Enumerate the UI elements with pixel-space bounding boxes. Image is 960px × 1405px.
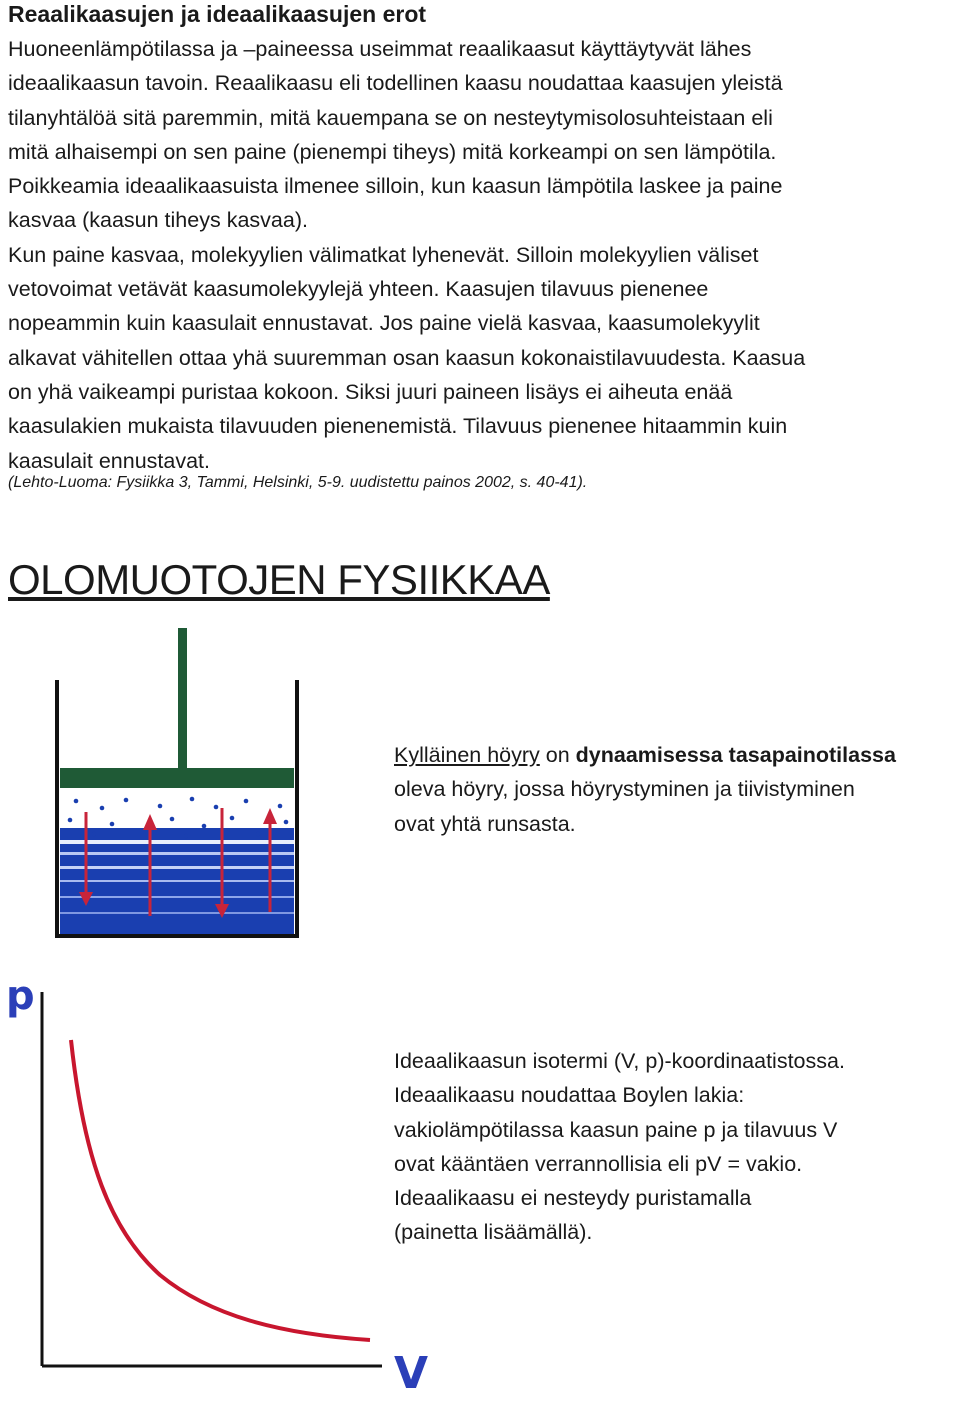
- piston-plate: [60, 768, 294, 788]
- caption-line: Ideaalikaasun isotermi (V, p)-koordinaatistossa.: [394, 1049, 845, 1073]
- saturated-vapor-caption: [394, 738, 960, 841]
- paragraph-line: vetovoimat vetävät kaasumolekyylejä yhteen. Kaasujen tilavuus pienenee: [8, 277, 709, 302]
- isotherm-graph: [42, 992, 382, 1366]
- caption-line: vakiolämpötilassa kaasun paine p ja tilavuus V: [394, 1117, 838, 1142]
- caption-line: ovat yhtä runsasta.: [394, 811, 576, 836]
- piston-cylinder-diagram: [57, 628, 297, 936]
- caption-connector: on: [539, 743, 576, 767]
- x-axis-label: V: [394, 1348, 429, 1399]
- caption-line: Ideaalikaasu ei nesteydy puristamalla: [394, 1186, 752, 1211]
- paragraph-line: nopeammin kuin kaasulait ennustavat. Jos paine vielä kasvaa, kaasumolekyylit: [8, 311, 760, 336]
- paragraph-line: mitä alhaisempi on sen paine (pienempi tiheys) mitä korkeampi on sen lämpötila.: [8, 139, 777, 164]
- paragraph-line: Poikkeamia ideaalikaasuista ilmenee silloin, kun kaasun lämpötila laskee ja paine: [8, 174, 783, 199]
- caption-line: Ideaalikaasu noudattaa Boylen lakia:: [394, 1083, 745, 1108]
- y-axis-label: p: [6, 973, 35, 1019]
- water-layer: [60, 828, 294, 934]
- paragraph-line: kaasulakien mukaista tilavuuden pienenemistä. Tilavuus pienenee hitaammin kuin: [8, 414, 788, 439]
- piston-rod: [178, 628, 187, 770]
- citation: (Lehto-Luoma: Fysiikka 3, Tammi, Helsinki, 5-9. uudistettu painos 2002, s. 40-41).: [8, 474, 588, 491]
- paragraph-line: Kun paine kasvaa, molekyylien välimatkat lyhenevät. Silloin molekyylien väliset: [8, 242, 759, 267]
- caption-line: ovat kääntäen verrannollisia eli pV = vakio.: [394, 1151, 803, 1176]
- term-dynamic-equilibrium: dynaamisessa tasapainotilassa: [575, 743, 896, 767]
- paragraph-line: kasvaa (kaasun tiheys kasvaa).: [8, 208, 308, 233]
- isotherm-curve: [71, 1040, 370, 1340]
- paragraph-line: alkavat vähitellen ottaa yhä suuremman osan kaasun kokonaistilavuudesta. Kaasua: [8, 345, 806, 370]
- document-heading: Reaalikaasujen ja ideaalikaasujen erot: [8, 1, 427, 27]
- paragraph-line: tilanyhtälöä sitä paremmin, mitä kauempana se on nesteytymisolosuhteistaan eli: [8, 105, 773, 130]
- isotherm-caption: [394, 1044, 950, 1250]
- term-saturated-vapor: Kylläinen höyry: [394, 743, 540, 767]
- caption-line: oleva höyry, jossa höyrystyminen ja tiivistyminen: [394, 777, 855, 802]
- section-title: OLOMUOTOJEN FYSIIKKAA: [8, 556, 550, 603]
- paragraph-line: kaasulait ennustavat.: [8, 448, 210, 473]
- paragraph-line: Huoneenlämpötilassa ja –paineessa useimmat reaalikaasut käyttäytyvät lähes: [8, 37, 752, 61]
- paragraph-line: on yhä vaikeampi puristaa kokoon. Siksi juuri paineen lisäys ei aiheuta enää: [8, 379, 733, 404]
- paragraph-line: ideaalikaasun tavoin. Reaalikaasu eli todellinen kaasu noudattaa kaasujen yleistä: [8, 71, 783, 96]
- caption-line: (painetta lisäämällä).: [394, 1220, 593, 1245]
- caption-line: [394, 738, 960, 772]
